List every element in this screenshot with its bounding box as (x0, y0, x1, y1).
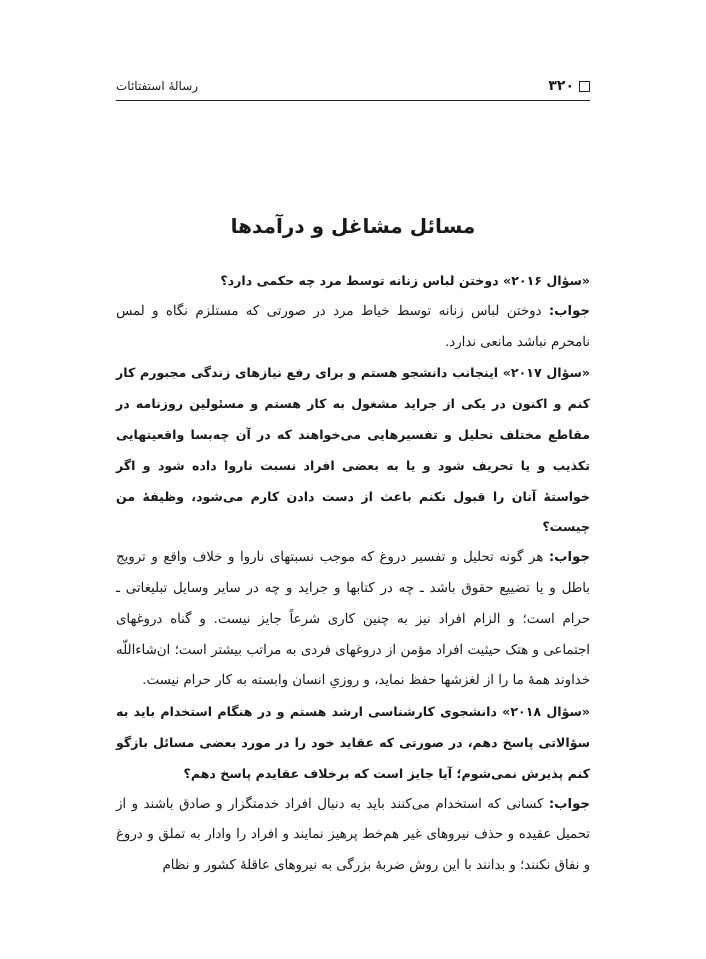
answer-2018 (116, 790, 590, 882)
question-2016: «سؤال ۲۰۱۶» دوختن لباس زنانه توسط مرد چه حکمی دارد؟ (220, 273, 590, 288)
page-header (116, 78, 590, 101)
answer-text: هر گونه تحلیل و تفسیر دروغ که موجب نسبتهای ناروا و خلاف واقع و ترویج باطل و یا تضییع حقوق باشد ـ چه در کتابها و جراید و چه در سایر وسایل تبلیغاتی ـ حرام است؛ و الزام افراد نیز به چنین کاری شرعاً جایز نیست. و گناه دروغهای اجتماعی و هتک حیثیت افراد مؤمن از دروغهای فردی به مراتب بیشتر است؛ ان‌شاءاللّه خداوند همهٔ ما را از لغزشها حفظ نماید، و روزیِ انسان وابسته به کار حرام نیست. (116, 550, 590, 689)
page-body (116, 266, 590, 882)
answer-text: کسانی که استخدام می‌کنند باید به دنبال افراد خدمتگزار و صادق باشند و از تحمیل عقیده و حذف نیروهای غیر هم‌خط پرهیز نمایند و افراد را وادار به تملق و دروغ و نفاق نکنند؛ و بدانند با این روش ضربهٔ بزرگی به نیروهای عاقلهٔ کشور و نظام (116, 796, 590, 874)
question-2017: «سؤال ۲۰۱۷» اینجانب دانشجو هستم و برای رفع نیازهای زندگی مجبورم کار کنم و اکنون در یکی از جراید مشغول به کار هستم و مسئولین روزنامه در مقاطع مختلف تحلیل و تفسیرهایی می‌خواهند که در آن چه‌بسا واقعیتهایی تکذیب و یا تحریف شود و یا به بعضی افراد نسبت ناروا داده شود و اگر خواستهٔ آنان را قبول نکنم باعث از دست دادن کارم می‌شود، وظیفهٔ من چیست؟ (116, 365, 590, 535)
answer-label: جواب: (548, 796, 590, 812)
answer-2017 (116, 543, 590, 697)
answer-label: جواب: (548, 303, 590, 319)
running-title: رسالهٔ استفتائات (116, 79, 199, 93)
answer-label: جواب: (548, 550, 590, 566)
answer-text: دوختن لباس زنانه توسط خیاط مرد در صورتی که مستلزم نگاه و لمس نامحرم نباشد مانعی ندارد. (116, 303, 590, 350)
question-2018: «سؤال ۲۰۱۸» دانشجوی کارشناسی ارشد هستم و در هنگام استخدام باید به سؤالاتی پاسخ دهم، در صورتی که عقاید خود را در مورد بعضی مسائل بازگو کنم پذیرش نمی‌شوم؛ آیا جایز است که برخلاف عقایدم پاسخ دهم؟ (116, 704, 590, 781)
answer-2016 (116, 297, 590, 359)
section-title: مسائل مشاغل و درآمدها (230, 214, 476, 238)
page-number-text: ۳۲۰ (548, 78, 574, 94)
square-bullet-icon (579, 81, 590, 92)
page-number (548, 78, 590, 94)
